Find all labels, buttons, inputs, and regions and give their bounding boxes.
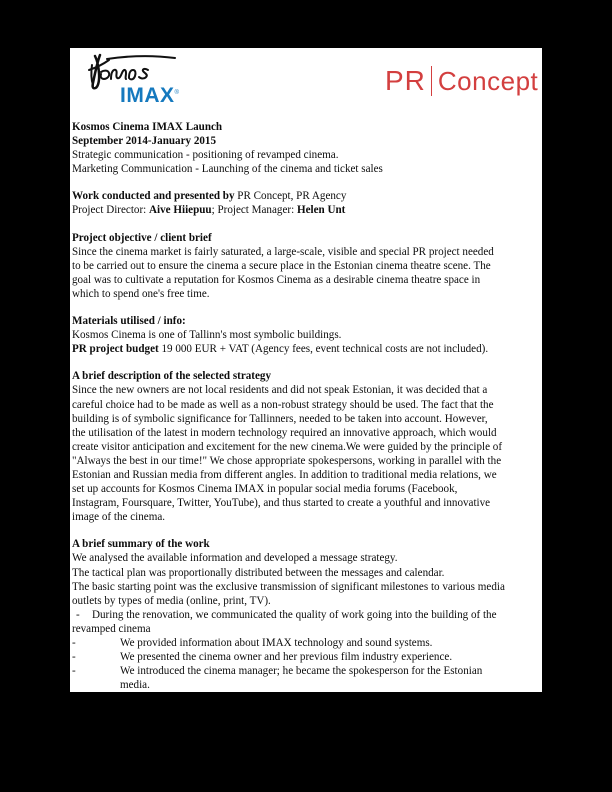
kosmos-imax-logo — [82, 50, 202, 112]
sub-bullet-wrap-text: media. — [120, 679, 150, 692]
main-bullet-line-2: revamped cinema — [72, 622, 151, 635]
sub-bullet-text-3: We introduced the cinema manager; he became the spokesperson for the Estonian — [120, 665, 483, 678]
sub-bullet-text-2: We presented the cinema owner and her previous film industry experience. — [120, 651, 453, 664]
strategy-line-7: Estonian and Russian media from different angles. In addition to traditional media relations, we — [72, 468, 497, 481]
objective-line-1: Since the cinema market is fairly saturated, a large-scale, visible and special PR project needed — [72, 245, 494, 258]
strategy-heading: A brief description of the selected strategy — [72, 370, 272, 383]
strategy-line-6: "Always the best in our time!" We chose appropriate spokespersons, working in parallel with the — [72, 454, 502, 467]
logo-band — [70, 48, 542, 120]
bullet-dash: - — [72, 651, 76, 664]
strategy-line-10: image of the cinema. — [72, 511, 166, 524]
materials-heading: Materials utilised / info: — [72, 315, 186, 328]
strategy-line-9: Instagram, Foursquare, Twitter, YouTube), and thus started to create a youthful and innovative — [72, 497, 491, 510]
summary-line-1: We analysed the available information and developed a message strategy. — [72, 552, 398, 565]
project-staff-line — [72, 203, 542, 217]
strategy-section — [72, 369, 542, 524]
doc-subtitle-marketing: Marketing Communication - Launching of the cinema and ticket sales — [72, 163, 383, 176]
title-block — [72, 120, 542, 176]
project-manager-label: ; Project Manager: — [211, 204, 297, 217]
budget-value: 19 000 EUR + VAT (Agency fees, event technical costs are not included). — [158, 343, 489, 356]
concept-wordmark: Concept — [437, 66, 539, 96]
materials-line-1: Kosmos Cinema is one of Tallinn's most symbolic buildings. — [72, 329, 342, 342]
sub-bullet-text-1: We provided information about IMAX technology and sound systems. — [120, 637, 433, 649]
bullet-dash: - — [76, 608, 80, 621]
strategy-line-5: create visitor anticipation and excitement for the new cinema.We were guided by the principle of — [72, 440, 503, 453]
document-body — [70, 120, 542, 692]
project-manager-name: Helen Unt — [296, 204, 346, 217]
sub-bullet-3-wrap — [72, 678, 542, 692]
objective-heading: Project objective / client brief — [72, 231, 212, 244]
sub-bullet-list — [72, 636, 542, 692]
doc-title: Kosmos Cinema IMAX Launch — [72, 121, 223, 133]
pr-concept-logo — [385, 64, 538, 98]
sub-bullet-1 — [72, 636, 542, 650]
spacer — [72, 218, 542, 231]
summary-line-3: The basic starting point was the exclusive transmission of significant milestones to various media — [72, 580, 505, 593]
project-director-label: Project Director: — [72, 204, 150, 217]
strategy-line-8: set up accounts for Kosmos Cinema IMAX in popular social media forums (Facebook, — [72, 483, 458, 496]
summary-line-4: outlets by types of media (online, print, TV). — [72, 594, 271, 607]
summary-heading: A brief summary of the work — [72, 538, 210, 551]
objective-line-2: to be carried out to ensure the cinema a secure place in the Estonian cinema theatre scene. The — [72, 259, 491, 272]
pr-wordmark: PR — [385, 65, 426, 96]
strategy-line-4: the utilisation of the latest in modern technology required an innovative approach, which would — [72, 426, 497, 439]
spacer — [72, 524, 542, 537]
work-conducted-line — [72, 189, 542, 203]
main-bullet-line-1 — [72, 608, 542, 622]
bullet-dash: - — [72, 637, 76, 649]
sub-bullet-2 — [72, 650, 542, 664]
doc-subtitle-strategic: Strategic communication - positioning of revamped cinema. — [72, 149, 339, 162]
objective-line-4: which to spend one's free time. — [72, 287, 210, 300]
project-director-name: Aive Hiiepuu — [149, 204, 212, 217]
strategy-line-3: building is of symbolic significance for Tallinners, needed to be taken into account. However, — [72, 412, 488, 425]
summary-section — [72, 537, 542, 692]
strategy-line-1: Since the new owners are not local residents and did not speak Estonian, it was decided that a — [72, 384, 488, 397]
work-conducted-label: Work conducted and presented by — [72, 190, 235, 203]
budget-label: PR project budget — [72, 343, 159, 356]
imax-trademark: ® — [174, 90, 180, 96]
summary-line-2: The tactical plan was proportionally distributed between the messages and calendar. — [72, 566, 445, 579]
objective-section — [72, 231, 542, 301]
work-conducted-value: PR Concept, PR Agency — [234, 190, 347, 203]
doc-date-range: September 2014-January 2015 — [72, 135, 217, 148]
spacer — [72, 176, 542, 189]
strategy-line-2: careful choice had to be made as well as a non-robust strategy should be used. The fact that the — [72, 398, 494, 411]
imax-wordmark: IMAX® — [120, 84, 180, 107]
document-page — [70, 48, 542, 692]
sub-bullet-3 — [72, 664, 542, 678]
objective-line-3: goal was to cultivate a reputation for Kosmos Cinema as a desirable cinema theatre space in — [72, 273, 481, 286]
spacer — [72, 301, 542, 314]
credits-block — [72, 189, 542, 217]
logo-divider — [431, 66, 432, 96]
materials-section — [72, 314, 542, 356]
main-bullet-text-1: During the renovation, we communicated the quality of work going into the building of the — [92, 608, 497, 621]
bullet-dash: - — [72, 665, 76, 678]
spacer — [72, 356, 542, 369]
budget-line — [72, 342, 542, 356]
